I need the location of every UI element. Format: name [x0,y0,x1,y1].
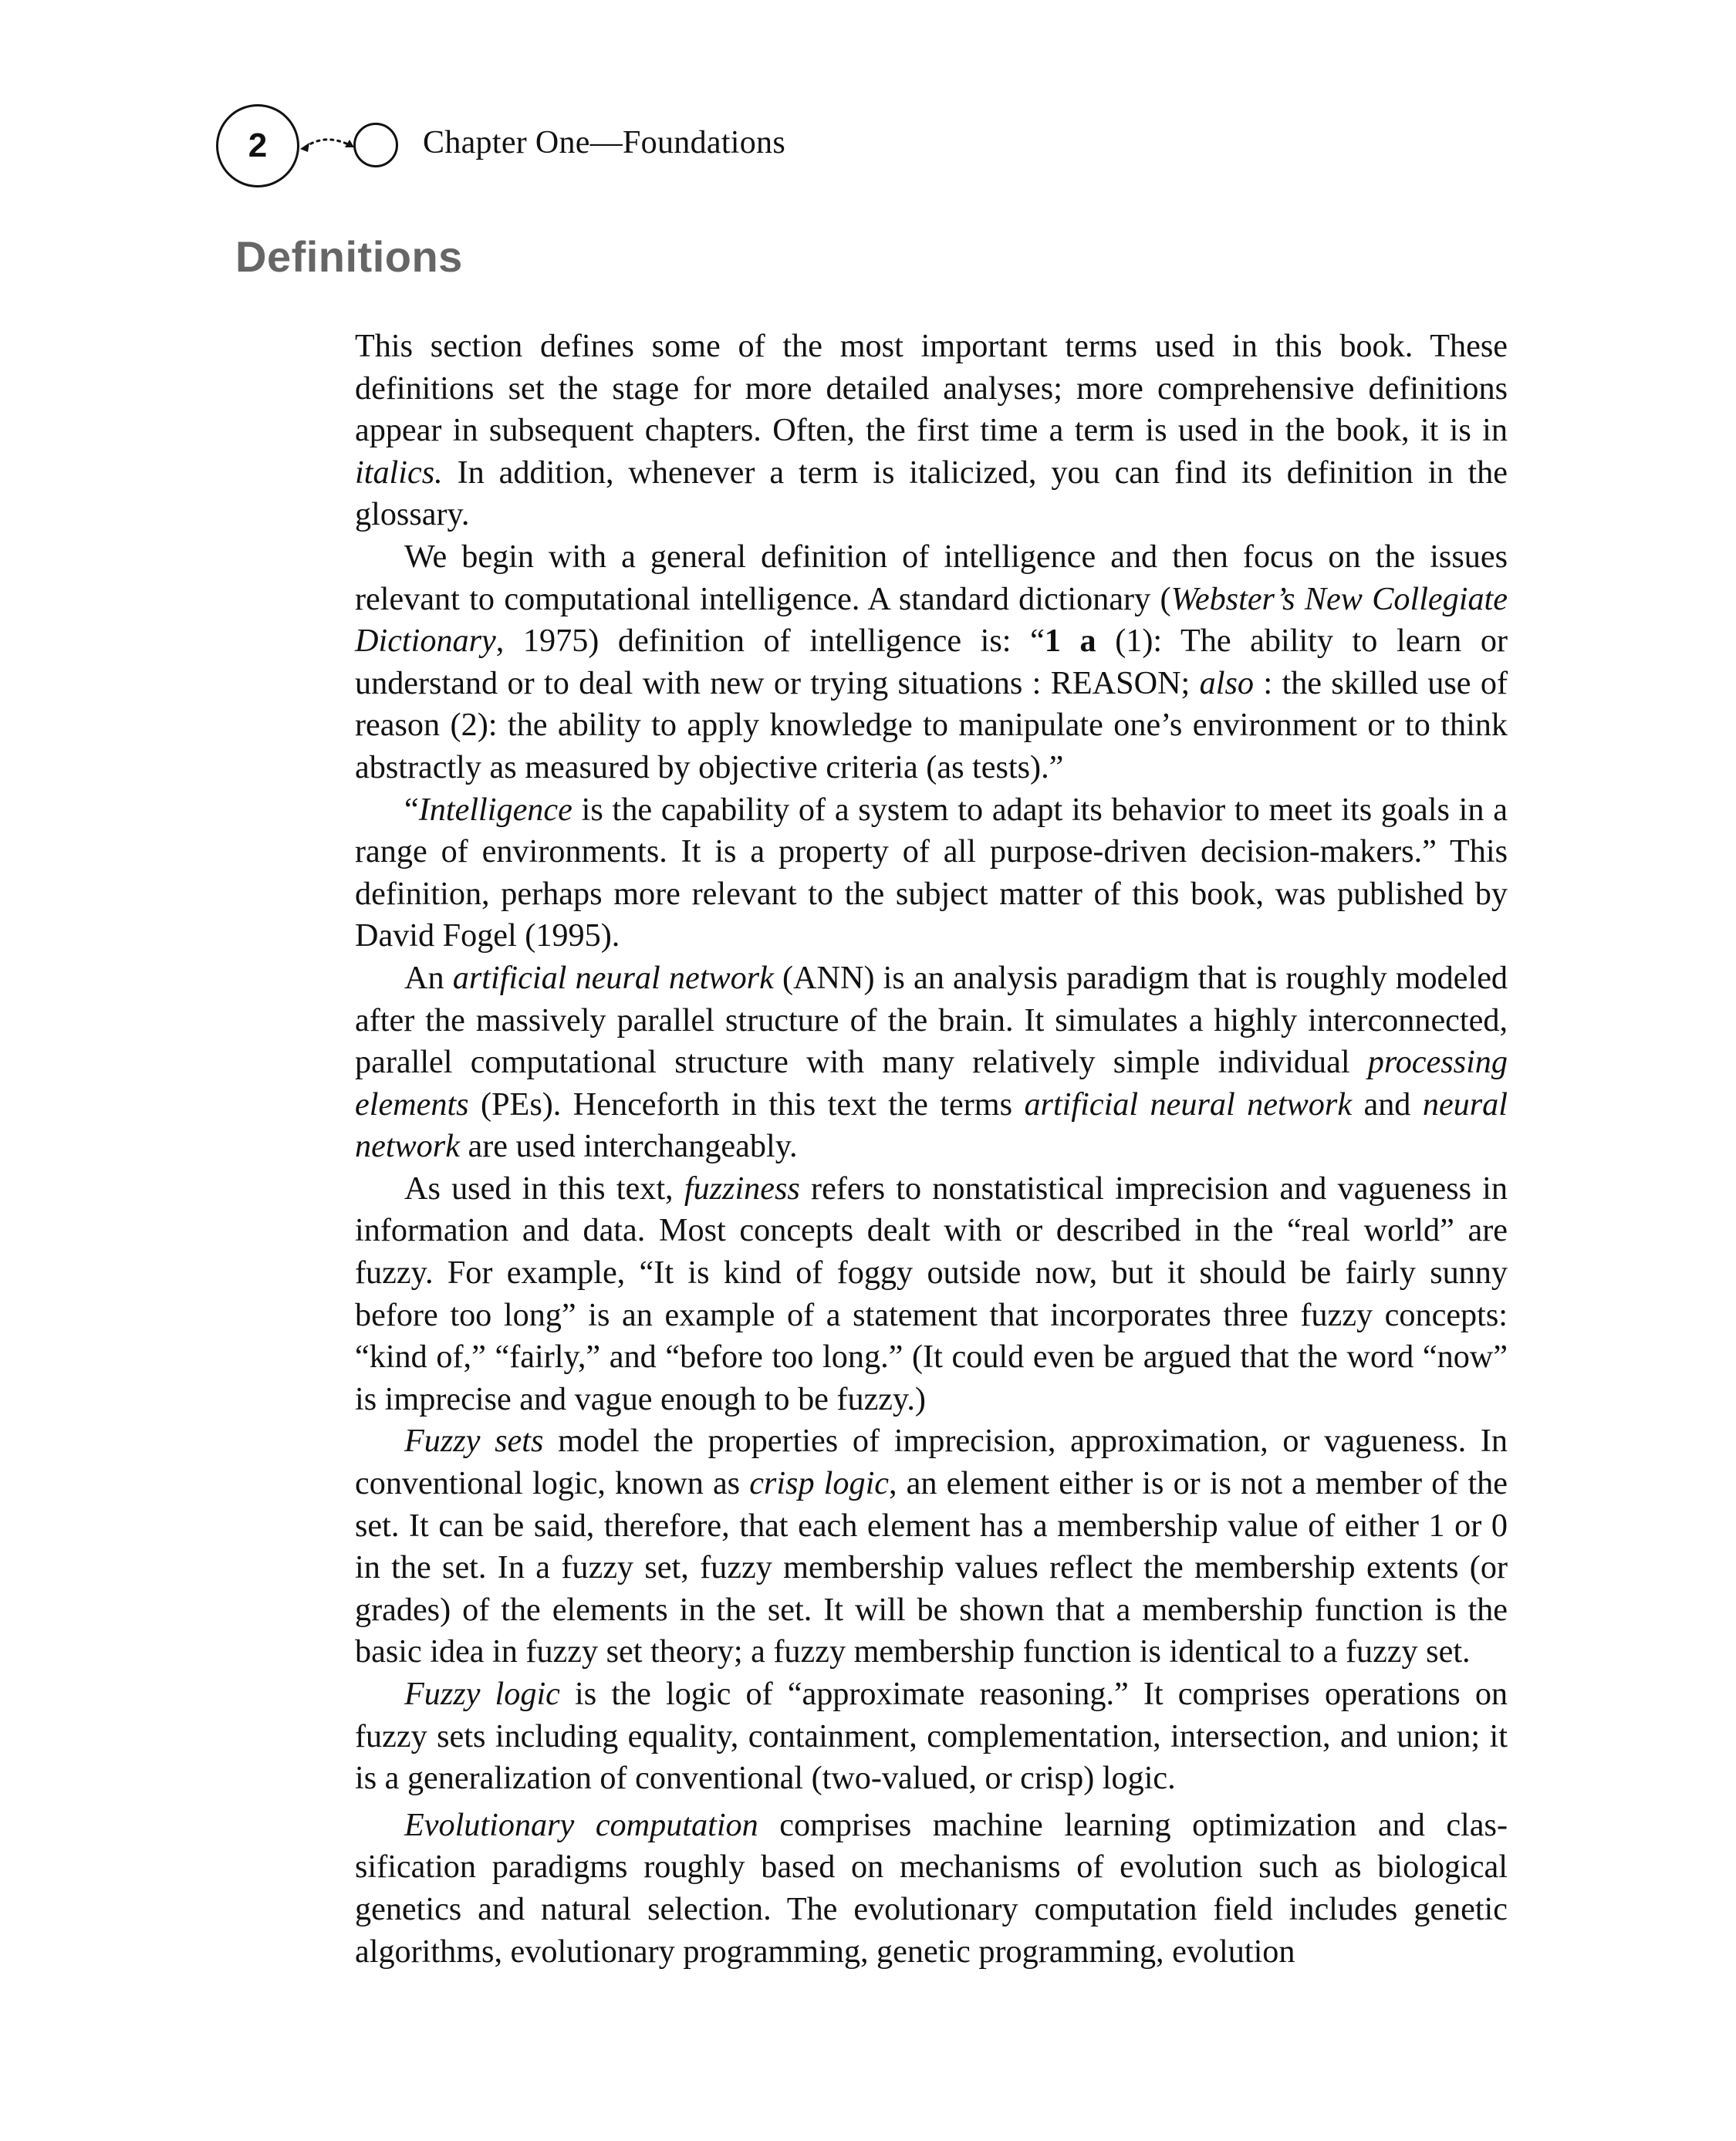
running-head-title: Chapter One—Foundations [423,125,786,160]
paragraph: Fuzzy logic is the logic of “approximate reasoning.” It comprises operations on fuzzy sets including equality, containment, complementation, intersection, and union; it is a generalization of conventional (two-valued, or crisp) logic. [355,1676,1508,1797]
page-number-badge [216,104,299,187]
body-text [355,326,1508,1973]
paragraph: We begin with a general definition of intelligence and then focus on the issues relevant to computational intelligence. A standard dictionary (Webster’s New Collegiate Dictionary, 1975) definition of intelligence is: “1 a (1): The ability to learn or understand or to deal with new or trying situations : REASON; also : the skilled use of reason (2): the ability to apply knowledge to manipulate one’s environment or to think abstractly as measured by objective criteria (as tests).” [355,538,1508,785]
paragraph: An artificial neural network (ANN) is an analysis paradigm that is roughly modeled after the massively parallel structure of the brain. It simulates a highly interconnected, parallel computational structure with many relatively simple individual processing elements (PEs). Henceforth in this text the terms artificial neural network and neural network are used interchangeably. [355,959,1508,1165]
running-header [216,104,1142,197]
paragraph: Fuzzy sets model the properties of imprecision, approximation, or vagueness. In conventional logic, known as crisp logic, an element either is or is not a member of the set. It can be said, therefore, that each element has a membership value of either 1 or 0 in the set. In a fuzzy set, fuzzy membership values reflect the membership extents (or grades) of the elements in the set. It will be shown that a membership function is the basic idea in fuzzy set theory; a fuzzy membership function is identical to a fuzzy set. [355,1423,1508,1670]
paragraph: This section defines some of the most important terms used in this book. These definitions set the stage for more detailed analyses; more comprehensive definitions appear in subsequent chapters. Often, the first time a term is used in the book, it is in italics. In addition, whenever a term is italicized, you can find its definition in the glossary. [355,328,1508,533]
paragraph: Evolutionary computation comprises machine learning optimization and classification paradigms roughly based on mechanisms of evolution such as biological genetics and natural selection. The evolutionary computation field includes genetic algorithms, evolutionary programming, genetic programming, evolution [355,1806,1508,1970]
dotted-arrow-icon [297,130,355,161]
page-number: 2 [248,127,268,164]
paragraph: “Intelligence is the capability of a system to adapt its behavior to meet its goals in a range of environments. It is a property of all purpose-driven decision-makers.” This definition, perhaps more relevant to the subject matter of this book, was published by David Fogel (1995). [355,791,1508,954]
section-title: Definitions [235,232,463,281]
chapter-circle-icon [353,123,398,167]
paragraph: As used in this text, fuzziness refers to nonstatistical imprecision and vagueness in information and data. Most concepts dealt with or described in the “real world” are fuzzy. For example, “It is kind of foggy outside now, but it should be fairly sunny before too long” is an example of a statement that incorporates three fuzzy concepts: “kind of,” “fairly,” and “before too long.” (It could even be argued that the word “now” is imprecise and vague enough to be fuzzy.) [355,1170,1508,1417]
